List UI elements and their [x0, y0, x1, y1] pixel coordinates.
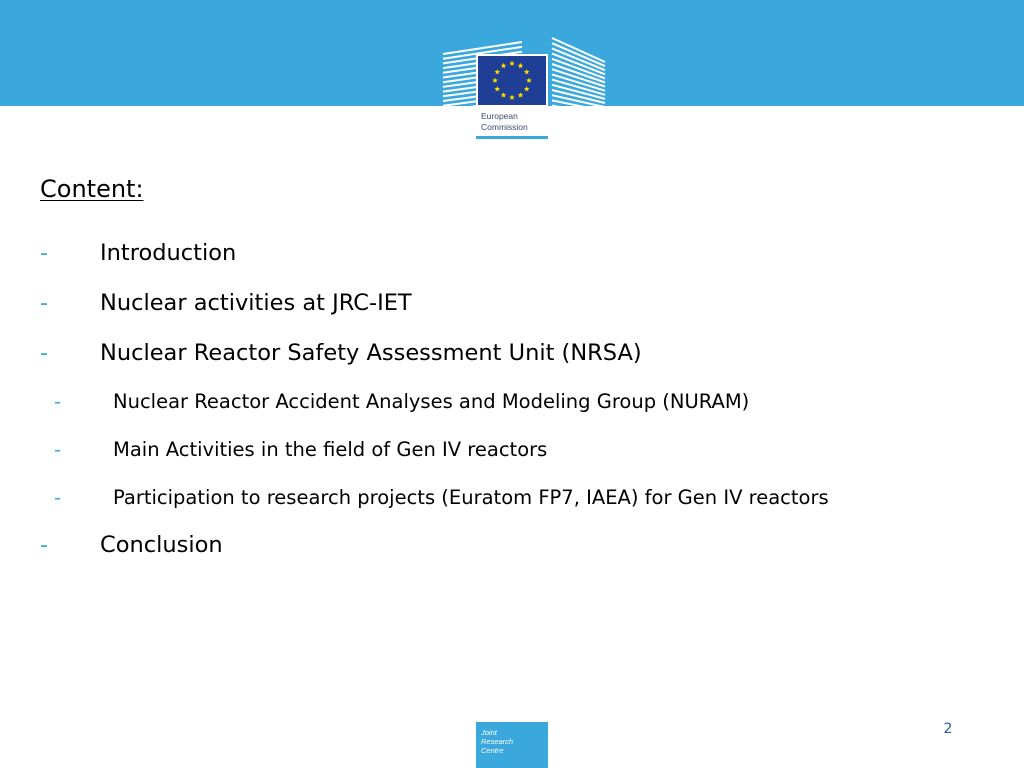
list-item-text: Nuclear Reactor Accident Analyses and Modeling Group (NURAM) — [113, 390, 750, 413]
jrc-line-research: Research — [481, 737, 514, 746]
joint-research-centre-logo-icon — [476, 722, 548, 768]
bullet-dash: - — [54, 486, 62, 509]
page-number: 2 — [943, 721, 953, 737]
list-item-text: Nuclear Reactor Safety Assessment Unit (NRSA) — [100, 340, 642, 366]
list-item-text: Introduction — [100, 240, 237, 266]
bullet-dash: - — [40, 532, 49, 558]
european-commission-logo-caption — [476, 107, 548, 139]
bullet-dash: - — [40, 340, 49, 366]
jrc-line-centre: Centre — [481, 746, 504, 755]
list-item-text: Main Activities in the field of Gen IV reactors — [113, 438, 548, 461]
jrc-line-joint: Joint — [481, 728, 497, 737]
logo-line-commission: Commission — [481, 122, 528, 132]
bullet-dash: - — [40, 290, 49, 316]
bullet-dash: - — [54, 390, 62, 413]
logo-line-european: European — [481, 111, 518, 121]
bullet-dash: - — [40, 240, 49, 266]
list-item-text: Conclusion — [100, 532, 223, 558]
list-item-text: Nuclear activities at JRC-IET — [100, 290, 412, 316]
list-item-text: Participation to research projects (Euratom FP7, IAEA) for Gen IV reactors — [113, 486, 829, 509]
bullet-dash: - — [54, 438, 62, 461]
content-title: Content: — [40, 175, 144, 203]
